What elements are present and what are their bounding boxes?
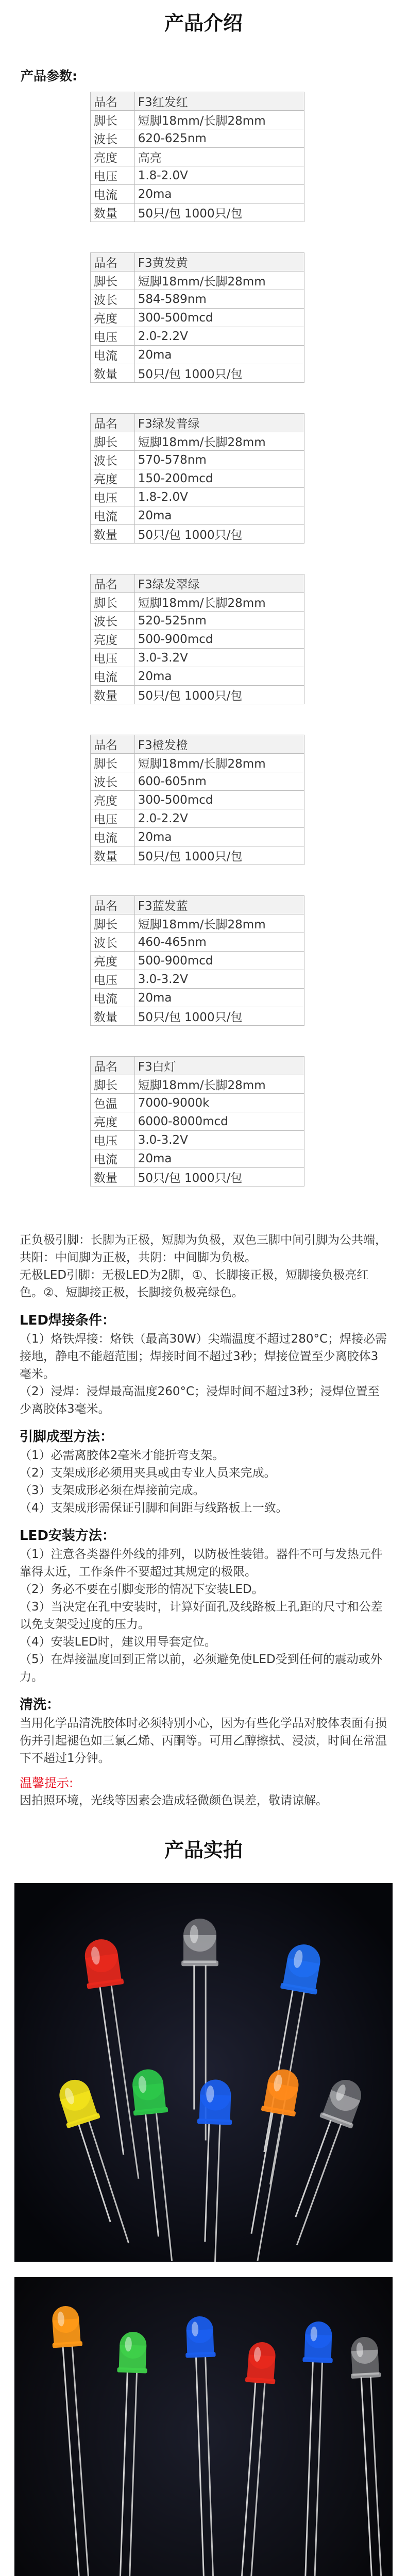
spec-table-yellow — [90, 252, 304, 383]
table-row: 电压 2.0-2.2V — [91, 327, 304, 346]
table-row: 脚长 短脚18mm/长脚28mm — [91, 432, 304, 451]
spec-table-red — [90, 92, 304, 222]
table-row: 波长 620-625nm — [91, 129, 304, 148]
clean-body: 当用化学品清洗胶体时必须特别小心，因为有些化学品对胶体表面有损伤并引起褪色如三氯乙烯、丙酮等。可用乙醇擦拭、浸渍，时间在常温下不超过1分钟。 — [20, 1717, 387, 1765]
table-row: 亮度 500-900mcd — [91, 630, 304, 649]
spec-table-green — [90, 413, 304, 544]
forming-item: （2）支架成形必须用夹具或由专业人员来完成。 — [20, 1466, 276, 1480]
install-item: （1）注意各类器件外线的排列，以防极性装错。器件不可与发热元件靠得太近，工作条件不要超过其规定的极限。 — [20, 1548, 383, 1579]
spec-table-orange — [90, 735, 304, 865]
table-row: 电流 20ma — [91, 667, 304, 686]
intro-title: 产品介绍 — [164, 12, 243, 35]
table-row: 波长 570-578nm — [91, 451, 304, 469]
table-row: 电流 20ma — [91, 989, 304, 1007]
table-row: 电压 3.0-3.2V — [91, 1131, 304, 1149]
usage-notes — [20, 1231, 387, 1809]
leds-photo-1 — [14, 1883, 393, 2262]
table-row: 电流 20ma — [91, 185, 304, 204]
spec-table-white — [90, 1056, 304, 1187]
table-row: 亮度 6000-8000mcd — [91, 1112, 304, 1131]
table-row: 脚长 短脚18mm/长脚28mm — [91, 111, 304, 129]
table-row: 电压 3.0-3.2V — [91, 970, 304, 989]
table-row: 电流 20ma — [91, 1149, 304, 1168]
table-row: 脚长 短脚18mm/长脚28mm — [91, 272, 304, 290]
product-photo-1 — [14, 1883, 393, 2262]
table-row: 亮度 高亮 — [91, 148, 304, 166]
table-row: 数量 50只/包 1000只/包 — [91, 364, 304, 383]
table-row: 电压 2.0-2.2V — [91, 809, 304, 828]
table-row: 脚长 短脚18mm/长脚28mm — [91, 914, 304, 933]
welding-item: （1）烙铁焊接：烙铁（最高30W）尖端温度不超过280°C；焊接必需接地，静电不能超范围；焊接时间不超过3秒；焊接位置至少离胶体3毫米。 — [20, 1332, 387, 1381]
table-row: 品名 F3黄发黄 — [91, 253, 304, 272]
table-row: 数量 50只/包 1000只/包 — [91, 686, 304, 704]
table-row: 波长 520-525nm — [91, 612, 304, 630]
table-row: 脚长 短脚18mm/长脚28mm — [91, 754, 304, 772]
table-row: 数量 50只/包 1000只/包 — [91, 204, 304, 222]
table-row: 数量 50只/包 1000只/包 — [91, 1007, 304, 1026]
install-item: （3）当决定在孔中安装时，计算好面孔及线路板上孔距的尺寸和公差以免支架受过度的压力。 — [20, 1600, 383, 1631]
table-row: 品名 F3蓝发蓝 — [91, 896, 304, 914]
params-label: 产品参数: — [21, 69, 77, 83]
table-row: 波长 584-589nm — [91, 290, 304, 309]
table-row: 数量 50只/包 1000只/包 — [91, 1168, 304, 1187]
spec-table-blue — [90, 895, 304, 1026]
table-row: 亮度 500-900mcd — [91, 952, 304, 970]
leds-photo-2 — [14, 2277, 393, 2576]
polarity-note: 正负极引脚：长脚为正极，短脚为负极，双色三脚中间引脚为公共端，共阳：中间脚为正极，共阴：中间脚为负极。 — [20, 1233, 387, 1264]
product-photo-2 — [14, 2277, 393, 2576]
table-row: 品名 F3绿发普绿 — [91, 414, 304, 432]
welding-title: LED焊接条件： — [20, 1313, 115, 1328]
forming-item: （3）支架成形必须在焊接前完成。 — [20, 1484, 205, 1497]
forming-item: （1）必需离胶体2毫米才能折弯支架。 — [20, 1449, 225, 1462]
table-row: 电流 20ma — [91, 346, 304, 364]
forming-item: （4）支架成形需保证引脚和间距与线路板上一致。 — [20, 1501, 288, 1515]
table-row: 亮度 300-500mcd — [91, 791, 304, 809]
table-row: 品名 F3红发红 — [91, 92, 304, 111]
install-title: LED安装方法： — [20, 1528, 115, 1544]
warning-body: 因拍照环境，光线等因素会造成轻微颜色误差，敬请谅解。 — [20, 1794, 328, 1807]
table-row: 亮度 150-200mcd — [91, 469, 304, 488]
table-row: 电压 1.8-2.0V — [91, 166, 304, 185]
install-item: （4）安装LED时，建议用导套定位。 — [20, 1635, 216, 1649]
spec-table-emerald — [90, 574, 304, 704]
table-row: 品名 F3白灯 — [91, 1057, 304, 1075]
table-row: 色温 7000-9000k — [91, 1094, 304, 1112]
table-row: 波长 600-605nm — [91, 772, 304, 791]
table-row: 亮度 300-500mcd — [91, 309, 304, 327]
warning-title: 温馨提示: — [20, 1776, 74, 1790]
install-item: （2）务必不要在引脚变形的情况下安装LED。 — [20, 1583, 264, 1596]
clean-title: 清洗： — [20, 1697, 60, 1713]
forming-title: 引脚成型方法： — [20, 1429, 114, 1445]
welding-item: （2）浸焊：浸焊最高温度260°C；浸焊时间不超过3秒；浸焊位置至少离胶体3毫米。 — [20, 1385, 380, 1416]
install-item: （5）在焊接温度回到正常以前，必须避免使LED受到任何的震动或外力。 — [20, 1653, 382, 1684]
table-row: 电流 20ma — [91, 828, 304, 846]
table-row: 数量 50只/包 1000只/包 — [91, 525, 304, 544]
table-row: 电压 3.0-3.2V — [91, 649, 304, 667]
table-row: 电压 1.8-2.0V — [91, 488, 304, 506]
table-row: 脚长 短脚18mm/长脚28mm — [91, 593, 304, 612]
table-row: 波长 460-465nm — [91, 933, 304, 952]
photos-title: 产品实拍 — [164, 1839, 243, 1861]
table-row: 电流 20ma — [91, 506, 304, 525]
table-row: 品名 F3绿发翠绿 — [91, 574, 304, 593]
table-row: 脚长 短脚18mm/长脚28mm — [91, 1075, 304, 1094]
table-row: 品名 F3橙发橙 — [91, 735, 304, 754]
nonpolar-note: 无极LED引脚：无极LED为2脚，①、长脚接正极，短脚接负极亮红色。②、短脚接正极，长脚接负极亮绿色。 — [20, 1268, 369, 1299]
table-row: 数量 50只/包 1000只/包 — [91, 846, 304, 865]
